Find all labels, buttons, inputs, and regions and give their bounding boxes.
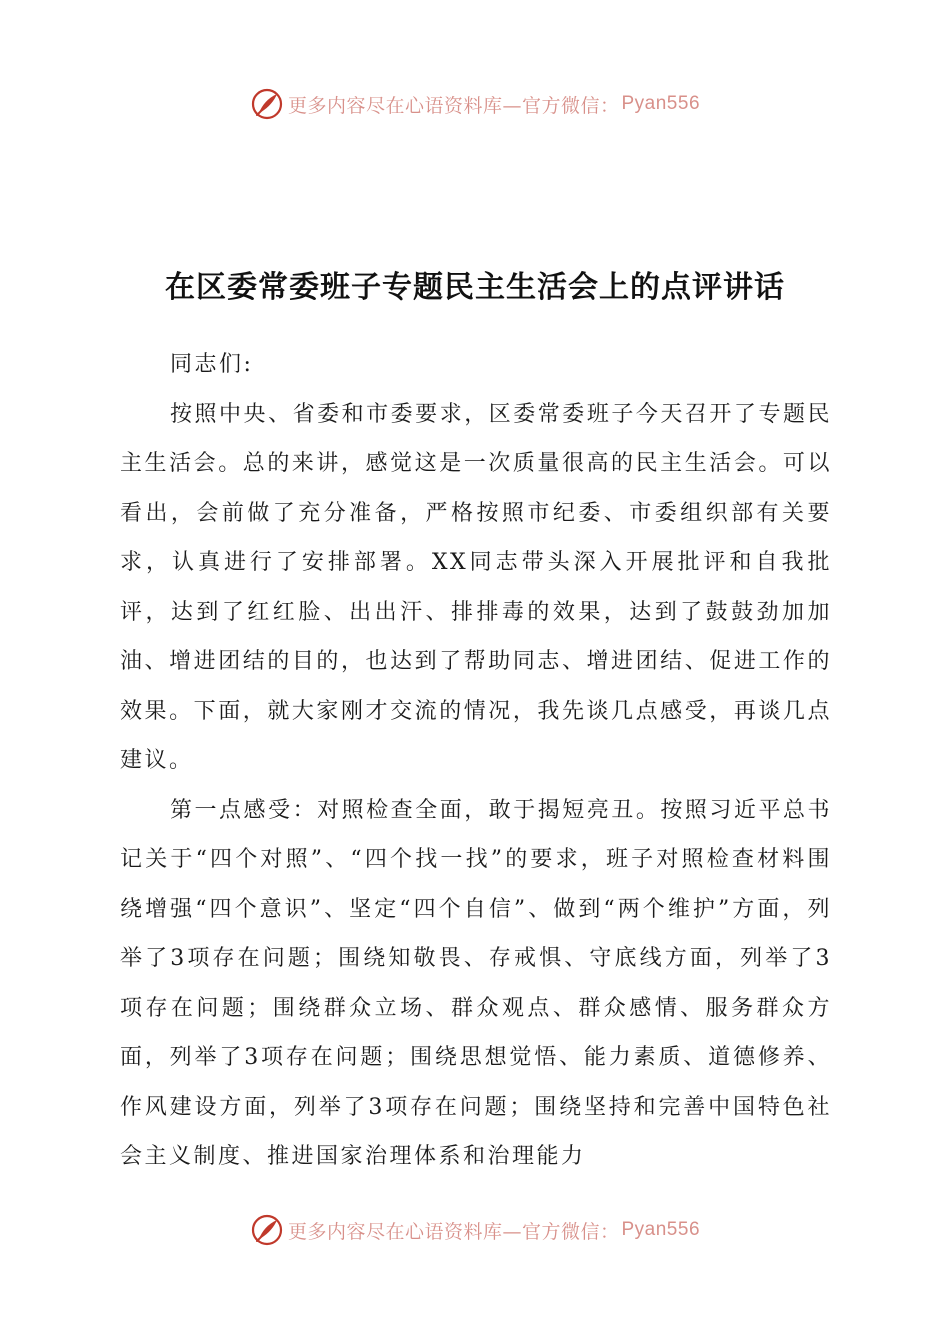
paragraph-first-impression: 第一点感受：对照检查全面，敢于揭短亮丑。按照习近平总书记关于“四个对照”、“四个找一找”的要求，班子对照检查材料围绕增强“四个意识”、坚定“四个自信”、做到“两个维护”方面，列举了3项存在问题；围绕知敬畏、存戒惧、守底线方面，列举了3项存在问题；围绕群众立场、群众观点、群众感情、服务群众方面，列举了3项存在问题；围绕思想觉悟、能力素质、道德修养、作风建设方面，列举了3项存在问题；围绕坚持和完善中国特色社会主义制度、推进国家治理体系和治理能力	[120, 797, 832, 1169]
paragraph-salutation: 同志们:	[170, 352, 254, 377]
header-watermark	[0, 84, 950, 124]
watermark-wechat-id: Pyan556	[621, 93, 701, 114]
document-body	[120, 340, 832, 1182]
watermark-text: 更多内容尽在心语资料库—官方微信：	[287, 1220, 620, 1243]
pen-feather-logo-icon	[250, 1213, 284, 1247]
footer-watermark	[0, 1210, 950, 1250]
pen-feather-logo-icon	[250, 87, 284, 121]
watermark-wechat-id: Pyan556	[621, 1219, 701, 1240]
paragraph-intro: 按照中央、省委和市委要求，区委常委班子今天召开了专题民主生活会。总的来讲，感觉这是一次质量很高的民主生活会。可以看出，会前做了充分准备，严格按照市纪委、市委组织部有关要求，认真进行了安排部署。XX同志带头深入开展批评和自我批评，达到了红红脸、出出汗、排排毒的效果，达到了鼓鼓劲加加油、增进团结的目的，也达到了帮助同志、增进团结、促进工作的效果。下面，就大家刚才交流的情况，我先谈几点感受，再谈几点建议。	[120, 401, 832, 773]
watermark-text: 更多内容尽在心语资料库—官方微信：	[287, 94, 620, 117]
document-title: 在区委常委班子专题民主生活会上的点评讲话	[165, 270, 785, 305]
